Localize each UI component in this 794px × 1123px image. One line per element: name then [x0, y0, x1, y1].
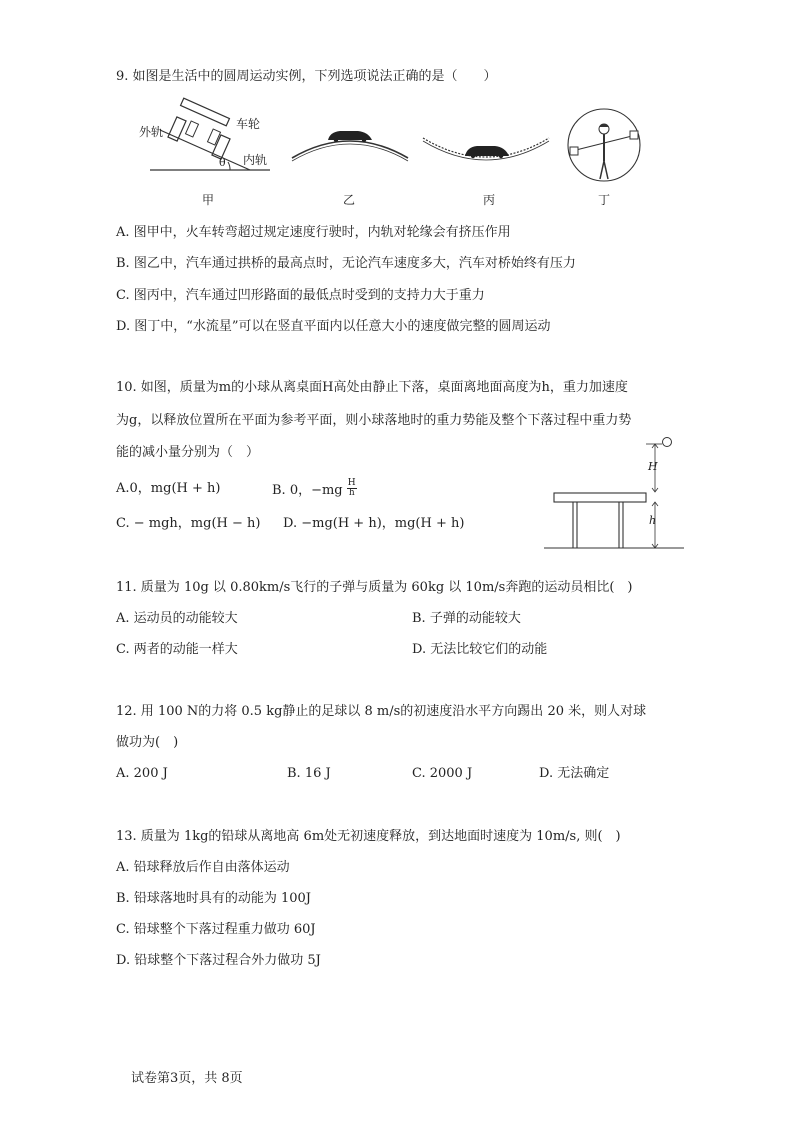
- q11-option-c: C. 两者的动能一样大: [116, 642, 238, 657]
- q12-line-2: 做功为( ): [116, 735, 179, 750]
- q11-option-d: D. 无法比较它们的动能: [412, 642, 548, 657]
- fig-yi-arch-bridge: [290, 126, 410, 166]
- q12-option-b: B. 16 J: [287, 766, 331, 781]
- q13-stem: 13. 质量为 1kg的铅球从离地高 6m处无初速度释放，到达地面时速度为 10m/s, 则( ): [116, 829, 621, 844]
- q10-line-3: 能的减小量分别为（ ）: [116, 445, 260, 460]
- q13-option-d: D. 铅球整个下落过程合外力做功 5J: [116, 953, 321, 968]
- q12-line-1: 12. 用 100 N的力将 0.5 kg静止的足球以 8 m/s的初速度沿水平方向踢出 20 米，则人对球: [116, 704, 647, 719]
- fig-label-inner-rail: 内轨: [243, 153, 268, 167]
- q10-line-2: 为g，以释放位置所在平面为参考平面，则小球落地时的重力势能及整个下落过程中重力势: [116, 413, 632, 428]
- fig-jia-banked-track: [150, 100, 280, 180]
- fig-label-jia: 甲: [202, 193, 215, 207]
- fig-label-wheel: 车轮: [236, 117, 261, 131]
- q11-option-a: A. 运动员的动能较大: [116, 611, 238, 626]
- page-footer: 试卷第3页，共 8页: [131, 1071, 243, 1086]
- q11-stem: 11. 质量为 10g 以 0.80km/s飞行的子弹与质量为 60kg 以 10m/s奔跑的运动员相比( ): [116, 580, 633, 595]
- fig-label-outer-rail: 外轨: [139, 125, 164, 139]
- q9-option-c: C. 图丙中，汽车通过凹形路面的最低点时受到的支持力大于重力: [116, 288, 485, 303]
- fig-label-bing: 丙: [483, 193, 496, 207]
- q9-option-a: A. 图甲中，火车转弯超过规定速度行驶时，内轨对轮缘会有挤压作用: [116, 225, 511, 240]
- q10-option-a: A.0，mg(H + h): [116, 481, 221, 496]
- q9-stem: 9. 如图是生活中的圆周运动实例，下列选项说法正确的是（ ）: [116, 69, 497, 84]
- q10-option-c: C. − mgh，mg(H − h): [116, 516, 261, 531]
- q10-option-b-denominator: h: [348, 488, 355, 498]
- q12-option-d: D. 无法确定: [539, 766, 610, 781]
- q9-option-d: D. 图丁中，“水流星”可以在竖直平面内以任意大小的速度做完整的圆周运动: [116, 319, 551, 334]
- fig-label-ding: 丁: [598, 193, 611, 207]
- fig-label-yi: 乙: [343, 193, 356, 207]
- fig-ding-water-meteor: [564, 105, 644, 193]
- q10-option-b: [272, 478, 357, 500]
- q9-option-b: B. 图乙中，汽车通过拱桥的最高点时，无论汽车速度多大，汽车对桥始终有压力: [116, 256, 576, 271]
- fig-bing-concave-road: [421, 132, 551, 172]
- q10-line-1: 10. 如图，质量为m的小球从离桌面H高处由静止下落，桌面离地面高度为h，重力加速度: [116, 380, 628, 395]
- q13-option-a: A. 铅球释放后作自由落体运动: [116, 860, 290, 875]
- q12-option-c: C. 2000 J: [412, 766, 473, 781]
- q13-option-c: C. 铅球整个下落过程重力做功 60J: [116, 922, 316, 937]
- fig-q10-label-h: h: [649, 514, 657, 527]
- q12-option-a: A. 200 J: [116, 766, 168, 781]
- fig-label-theta: θ: [219, 156, 226, 169]
- q10-option-b-numerator: H: [347, 478, 356, 488]
- q11-option-b: B. 子弹的动能较大: [412, 611, 521, 626]
- q10-option-d: D. −mg(H + h)，mg(H + h): [283, 516, 465, 531]
- q10-option-b-prefix: B. 0，−mg: [272, 483, 343, 498]
- fig-q10-table-ball: [542, 434, 692, 552]
- q13-option-b: B. 铅球落地时具有的动能为 100J: [116, 891, 311, 906]
- q10-option-b-fraction: [347, 479, 357, 498]
- fig-q10-label-H: H: [648, 460, 658, 473]
